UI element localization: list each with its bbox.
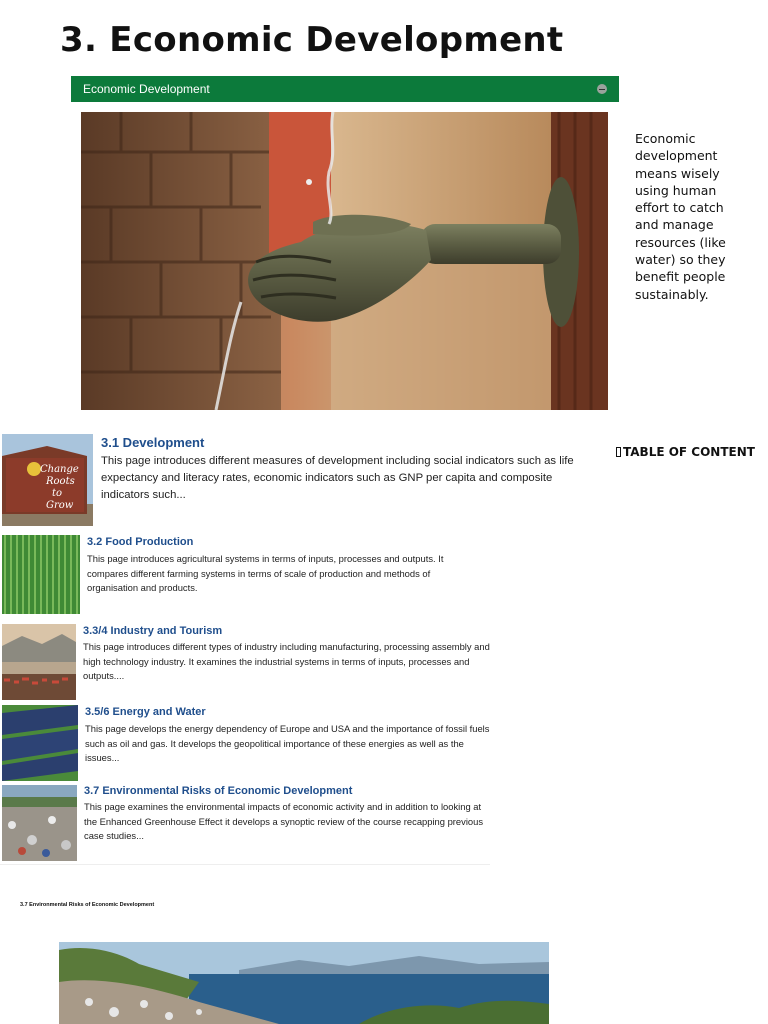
card-title[interactable]: 3.7 Environmental Risks of Economic Development bbox=[84, 785, 353, 797]
section-banner[interactable] bbox=[71, 76, 619, 102]
crop-field-thumbnail bbox=[2, 535, 80, 614]
bookmark-icon bbox=[616, 447, 621, 457]
section-caption: 3.7 Environmental Risks of Economic Development bbox=[20, 902, 155, 908]
coastal-landfill-photo bbox=[59, 942, 549, 1024]
card-title[interactable]: 3.1 Development bbox=[101, 435, 205, 450]
card-description: This page develops the energy dependency of Europe and USA and the importance of fossil fuels such as oil and gas. It develops the geopolitical importance of these energies as well as the issues... bbox=[85, 723, 490, 763]
hero-image bbox=[81, 112, 608, 410]
card-description: This page introduces agricultural systems in terms of inputs, processes and outputs. It compares different farming systems in terms of scale of production and methods of organisation and products. bbox=[87, 553, 444, 593]
table-of-content-link[interactable] bbox=[616, 445, 755, 459]
page-title: 3. Economic Development bbox=[60, 20, 564, 60]
card-title[interactable]: 3.3/4 Industry and Tourism bbox=[83, 625, 223, 637]
landfill-thumbnail bbox=[2, 785, 77, 861]
banner-label: Economic Development bbox=[83, 82, 210, 96]
card-thumb bbox=[2, 785, 77, 861]
hand-fountain-illustration bbox=[81, 112, 608, 410]
toc-label: TABLE OF CONTENT bbox=[623, 445, 755, 459]
collapse-icon[interactable] bbox=[597, 84, 607, 94]
beach-crowd-thumbnail bbox=[2, 624, 76, 700]
solar-panels-thumbnail bbox=[2, 705, 78, 781]
card-thumb bbox=[2, 434, 93, 526]
card-description: This page examines the environmental impacts of economic activity and in addition to looking at the Enhanced Greenhouse Effect it develops a synoptic review of the course recapping previous case studies... bbox=[84, 801, 484, 841]
card-thumb bbox=[2, 535, 80, 614]
coast-illustration bbox=[59, 942, 549, 1024]
card-thumb bbox=[2, 705, 78, 781]
card-title[interactable]: 3.5/6 Energy and Water bbox=[85, 706, 206, 718]
mural-word: Grow bbox=[46, 500, 74, 511]
intro-text: Economic development means wisely using human effort to catch and manage resources (like water) so they benefit people sustainably. bbox=[635, 131, 726, 302]
divider bbox=[0, 864, 490, 865]
mural-word: Roots bbox=[46, 476, 75, 487]
mural-thumbnail bbox=[2, 434, 93, 526]
mural-word: Change bbox=[40, 464, 79, 475]
card-description: This page introduces different types of industry including manufacturing, processing assembly and high technology industry. It examines the industrial systems in terms of inputs, processes and outputs.... bbox=[83, 641, 490, 681]
card-description: This page introduces different measures of development including social indicators such as life expectancy and literacy rates, economic indicators such as GNP per capita and composite indicators such... bbox=[101, 455, 574, 501]
mural-word: to bbox=[52, 488, 63, 499]
card-title[interactable]: 3.2 Food Production bbox=[87, 536, 194, 548]
card-thumb bbox=[2, 624, 76, 700]
